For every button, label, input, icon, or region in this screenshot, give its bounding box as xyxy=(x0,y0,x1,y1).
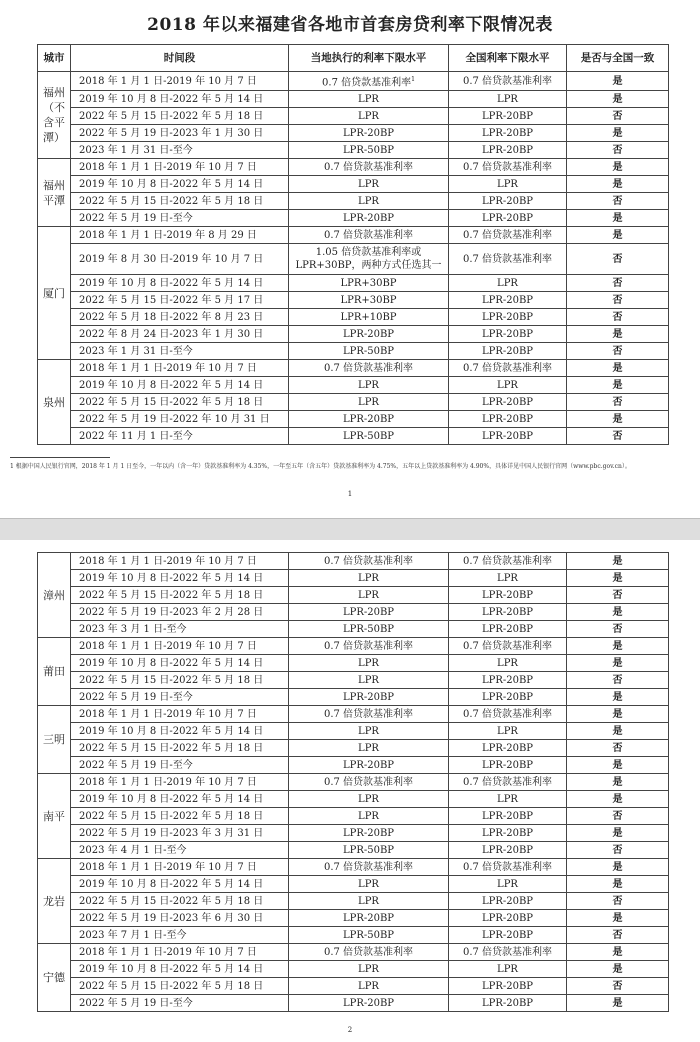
national-rate-cell: 0.7 倍贷款基准利率 xyxy=(449,859,567,876)
consistency-cell: 否 xyxy=(567,808,669,825)
consistency-cell: 是 xyxy=(567,553,669,570)
national-rate-cell: 0.7 倍贷款基准利率 xyxy=(449,706,567,723)
national-rate-cell: LPR xyxy=(449,91,567,108)
table-row xyxy=(38,343,669,360)
period-cell: 2019 年 10 月 8 日-2022 年 5 月 14 日 xyxy=(71,570,289,587)
national-rate-cell: LPR xyxy=(449,176,567,193)
period-cell: 2022 年 11 月 1 日-至今 xyxy=(71,428,289,445)
consistency-cell: 是 xyxy=(567,825,669,842)
local-rate-cell: LPR xyxy=(289,808,449,825)
period-cell: 2018 年 1 月 1 日-2019 年 10 月 7 日 xyxy=(71,706,289,723)
local-rate-cell: LPR xyxy=(289,377,449,394)
table-row xyxy=(38,210,669,227)
local-rate-cell: LPR-20BP xyxy=(289,326,449,343)
consistency-cell: 是 xyxy=(567,604,669,621)
rate-table-page-1 xyxy=(37,44,669,445)
period-cell: 2018 年 1 月 1 日-2019 年 8 月 29 日 xyxy=(71,227,289,244)
national-rate-cell: 0.7 倍贷款基准利率 xyxy=(449,72,567,91)
national-rate-cell: LPR-20BP xyxy=(449,808,567,825)
table-row xyxy=(38,176,669,193)
rate-table-page-2 xyxy=(37,552,669,1012)
national-rate-cell: LPR-20BP xyxy=(449,309,567,326)
local-rate-cell: LPR-20BP xyxy=(289,604,449,621)
city-cell: 厦门 xyxy=(38,227,71,360)
consistency-cell: 是 xyxy=(567,91,669,108)
national-rate-cell: 0.7 倍贷款基准利率 xyxy=(449,227,567,244)
table-row xyxy=(38,428,669,445)
local-rate-cell: LPR xyxy=(289,893,449,910)
city-cell: 三明 xyxy=(38,706,71,774)
city-cell: 福州平潭 xyxy=(38,159,71,227)
local-rate-cell: LPR xyxy=(289,193,449,210)
period-cell: 2022 年 5 月 19 日-至今 xyxy=(71,757,289,774)
period-cell: 2022 年 5 月 15 日-2022 年 5 月 18 日 xyxy=(71,394,289,411)
national-rate-cell: LPR-20BP xyxy=(449,193,567,210)
table-row xyxy=(38,774,669,791)
table-row xyxy=(38,638,669,655)
table-row xyxy=(38,740,669,757)
city-cell: 南平 xyxy=(38,774,71,859)
national-rate-cell: LPR xyxy=(449,791,567,808)
national-rate-cell: LPR-20BP xyxy=(449,343,567,360)
period-cell: 2018 年 1 月 1 日-2019 年 10 月 7 日 xyxy=(71,72,289,91)
national-rate-cell: LPR-20BP xyxy=(449,910,567,927)
table-row xyxy=(38,553,669,570)
period-cell: 2022 年 5 月 19 日-2023 年 6 月 30 日 xyxy=(71,910,289,927)
national-rate-cell: LPR-20BP xyxy=(449,428,567,445)
local-rate-cell: LPR-20BP xyxy=(289,995,449,1012)
table-row xyxy=(38,621,669,638)
table-row xyxy=(38,893,669,910)
national-rate-cell: 0.7 倍贷款基准利率 xyxy=(449,944,567,961)
consistency-cell: 是 xyxy=(567,995,669,1012)
consistency-cell: 是 xyxy=(567,210,669,227)
table-row xyxy=(38,944,669,961)
table-body-page-2 xyxy=(38,553,669,1012)
local-rate-cell: LPR xyxy=(289,723,449,740)
consistency-cell: 是 xyxy=(567,176,669,193)
local-rate-cell: LPR-20BP xyxy=(289,825,449,842)
national-rate-cell: 0.7 倍贷款基准利率 xyxy=(449,159,567,176)
consistency-cell: 否 xyxy=(567,740,669,757)
header-consistent: 是否与全国一致 xyxy=(567,45,669,72)
period-cell: 2023 年 4 月 1 日-至今 xyxy=(71,842,289,859)
local-rate-cell: LPR xyxy=(289,176,449,193)
table-row xyxy=(38,292,669,309)
period-cell: 2019 年 10 月 8 日-2022 年 5 月 14 日 xyxy=(71,655,289,672)
consistency-cell: 是 xyxy=(567,227,669,244)
national-rate-cell: LPR-20BP xyxy=(449,142,567,159)
consistency-cell: 否 xyxy=(567,343,669,360)
table-row xyxy=(38,411,669,428)
page-separator xyxy=(0,518,700,542)
period-cell: 2022 年 5 月 15 日-2022 年 5 月 18 日 xyxy=(71,978,289,995)
national-rate-cell: LPR-20BP xyxy=(449,411,567,428)
table-row xyxy=(38,193,669,210)
table-row xyxy=(38,91,669,108)
national-rate-cell: LPR xyxy=(449,723,567,740)
consistency-cell: 是 xyxy=(567,411,669,428)
local-rate-cell: 0.7 倍贷款基准利率 xyxy=(289,638,449,655)
period-cell: 2019 年 10 月 8 日-2022 年 5 月 14 日 xyxy=(71,176,289,193)
local-rate-cell: LPR xyxy=(289,978,449,995)
national-rate-cell: 0.7 倍贷款基准利率 xyxy=(449,774,567,791)
consistency-cell: 是 xyxy=(567,570,669,587)
local-rate-cell: 1.05 倍贷款基准利率或 LPR+30BP，两种方式任选其一 xyxy=(289,244,449,275)
period-cell: 2023 年 3 月 1 日-至今 xyxy=(71,621,289,638)
national-rate-cell: LPR xyxy=(449,961,567,978)
table-body-page-1 xyxy=(38,72,669,445)
period-cell: 2019 年 10 月 8 日-2022 年 5 月 14 日 xyxy=(71,91,289,108)
city-cell: 泉州 xyxy=(38,360,71,445)
national-rate-cell: LPR-20BP xyxy=(449,757,567,774)
local-rate-cell: 0.7 倍贷款基准利率 xyxy=(289,774,449,791)
national-rate-cell: LPR-20BP xyxy=(449,978,567,995)
period-cell: 2019 年 8 月 30 日-2019 年 10 月 7 日 xyxy=(71,244,289,275)
national-rate-cell: LPR-20BP xyxy=(449,210,567,227)
local-rate-cell: LPR-20BP xyxy=(289,125,449,142)
period-cell: 2022 年 5 月 19 日-至今 xyxy=(71,995,289,1012)
table-row xyxy=(38,842,669,859)
local-rate-cell: LPR-20BP xyxy=(289,757,449,774)
national-rate-cell: LPR-20BP xyxy=(449,621,567,638)
consistency-cell: 是 xyxy=(567,706,669,723)
period-cell: 2023 年 1 月 31 日-至今 xyxy=(71,142,289,159)
table-row xyxy=(38,723,669,740)
table-row xyxy=(38,604,669,621)
table-row xyxy=(38,309,669,326)
consistency-cell: 否 xyxy=(567,292,669,309)
table-row xyxy=(38,791,669,808)
table-row xyxy=(38,757,669,774)
national-rate-cell: LPR xyxy=(449,377,567,394)
local-rate-cell: LPR+10BP xyxy=(289,309,449,326)
table-row xyxy=(38,672,669,689)
table-row xyxy=(38,125,669,142)
header-national-rate: 全国利率下限水平 xyxy=(449,45,567,72)
local-rate-cell: 0.7 倍贷款基准利率 xyxy=(289,553,449,570)
national-rate-cell: LPR-20BP xyxy=(449,825,567,842)
national-rate-cell: LPR xyxy=(449,655,567,672)
table-row xyxy=(38,706,669,723)
table-row xyxy=(38,142,669,159)
consistency-cell: 否 xyxy=(567,587,669,604)
consistency-cell: 是 xyxy=(567,159,669,176)
local-rate-cell: LPR+30BP xyxy=(289,275,449,292)
national-rate-cell: LPR xyxy=(449,275,567,292)
consistency-cell: 是 xyxy=(567,655,669,672)
local-rate-cell: LPR xyxy=(289,672,449,689)
consistency-cell: 是 xyxy=(567,689,669,706)
consistency-cell: 否 xyxy=(567,394,669,411)
local-rate-cell: LPR-50BP xyxy=(289,428,449,445)
local-rate-cell: 0.7 倍贷款基准利率 xyxy=(289,227,449,244)
table-row xyxy=(38,72,669,91)
period-cell: 2018 年 1 月 1 日-2019 年 10 月 7 日 xyxy=(71,774,289,791)
national-rate-cell: LPR-20BP xyxy=(449,326,567,343)
consistency-cell: 是 xyxy=(567,944,669,961)
local-rate-cell: LPR xyxy=(289,570,449,587)
table-row xyxy=(38,910,669,927)
local-rate-cell: LPR xyxy=(289,108,449,125)
table-row xyxy=(38,825,669,842)
document-title: 2018 年以来福建省各地市首套房贷利率下限情况表 xyxy=(147,15,553,35)
period-cell: 2023 年 7 月 1 日-至今 xyxy=(71,927,289,944)
table-row xyxy=(38,108,669,125)
table-row xyxy=(38,244,669,275)
table-row xyxy=(38,587,669,604)
national-rate-cell: LPR-20BP xyxy=(449,292,567,309)
local-rate-cell: LPR xyxy=(289,655,449,672)
table-row xyxy=(38,159,669,176)
local-rate-cell xyxy=(289,72,449,91)
local-rate-cell: LPR-20BP xyxy=(289,411,449,428)
period-cell: 2018 年 1 月 1 日-2019 年 10 月 7 日 xyxy=(71,553,289,570)
local-rate-cell: LPR-50BP xyxy=(289,927,449,944)
national-rate-cell: LPR-20BP xyxy=(449,842,567,859)
national-rate-cell: LPR-20BP xyxy=(449,995,567,1012)
table-row xyxy=(38,275,669,292)
table-row xyxy=(38,570,669,587)
table-row xyxy=(38,326,669,343)
consistency-cell: 是 xyxy=(567,72,669,91)
local-rate-cell: LPR-50BP xyxy=(289,842,449,859)
local-rate-text: 0.7 倍贷款基准利率 xyxy=(322,77,412,89)
period-cell: 2022 年 5 月 19 日-至今 xyxy=(71,210,289,227)
local-rate-cell: LPR xyxy=(289,740,449,757)
consistency-cell: 否 xyxy=(567,108,669,125)
national-rate-cell: 0.7 倍贷款基准利率 xyxy=(449,244,567,275)
consistency-cell: 是 xyxy=(567,638,669,655)
period-cell: 2022 年 5 月 19 日-至今 xyxy=(71,689,289,706)
consistency-cell: 否 xyxy=(567,309,669,326)
period-cell: 2018 年 1 月 1 日-2019 年 10 月 7 日 xyxy=(71,638,289,655)
period-cell: 2022 年 5 月 15 日-2022 年 5 月 18 日 xyxy=(71,193,289,210)
period-cell: 2022 年 5 月 15 日-2022 年 5 月 18 日 xyxy=(71,587,289,604)
period-cell: 2019 年 10 月 8 日-2022 年 5 月 14 日 xyxy=(71,876,289,893)
document-page-1 xyxy=(0,0,700,518)
consistency-cell: 否 xyxy=(567,428,669,445)
consistency-cell: 是 xyxy=(567,326,669,343)
consistency-cell: 是 xyxy=(567,757,669,774)
table-row xyxy=(38,978,669,995)
table-row xyxy=(38,394,669,411)
national-rate-cell: LPR-20BP xyxy=(449,672,567,689)
table-row xyxy=(38,927,669,944)
city-cell: 莆田 xyxy=(38,638,71,706)
city-cell: 龙岩 xyxy=(38,859,71,944)
document-page-2 xyxy=(0,540,700,1042)
local-rate-cell: LPR xyxy=(289,394,449,411)
footnote-divider xyxy=(10,457,110,458)
period-cell: 2019 年 10 月 8 日-2022 年 5 月 14 日 xyxy=(71,377,289,394)
consistency-cell: 否 xyxy=(567,842,669,859)
local-rate-cell: LPR xyxy=(289,961,449,978)
table-header-row xyxy=(38,45,669,72)
table-row xyxy=(38,876,669,893)
period-cell: 2022 年 5 月 15 日-2022 年 5 月 18 日 xyxy=(71,108,289,125)
national-rate-cell: LPR-20BP xyxy=(449,740,567,757)
city-cell: 福州（不含平潭） xyxy=(38,72,71,159)
consistency-cell: 否 xyxy=(567,893,669,910)
period-cell: 2022 年 5 月 15 日-2022 年 5 月 17 日 xyxy=(71,292,289,309)
local-rate-cell: 0.7 倍贷款基准利率 xyxy=(289,944,449,961)
consistency-cell: 否 xyxy=(567,621,669,638)
table-row xyxy=(38,808,669,825)
national-rate-cell: 0.7 倍贷款基准利率 xyxy=(449,360,567,377)
period-cell: 2019 年 10 月 8 日-2022 年 5 月 14 日 xyxy=(71,275,289,292)
consistency-cell: 是 xyxy=(567,360,669,377)
period-cell: 2022 年 5 月 15 日-2022 年 5 月 18 日 xyxy=(71,672,289,689)
consistency-cell: 否 xyxy=(567,275,669,292)
consistency-cell: 否 xyxy=(567,927,669,944)
local-rate-cell: LPR xyxy=(289,587,449,604)
table-row xyxy=(38,995,669,1012)
period-cell: 2022 年 5 月 19 日-2023 年 3 月 31 日 xyxy=(71,825,289,842)
period-cell: 2018 年 1 月 1 日-2019 年 10 月 7 日 xyxy=(71,360,289,377)
local-rate-cell: LPR-20BP xyxy=(289,689,449,706)
table-row xyxy=(38,377,669,394)
consistency-cell: 是 xyxy=(567,377,669,394)
local-rate-cell: 0.7 倍贷款基准利率 xyxy=(289,859,449,876)
header-city: 城市 xyxy=(38,45,71,72)
national-rate-cell: LPR-20BP xyxy=(449,689,567,706)
local-rate-cell: LPR xyxy=(289,876,449,893)
national-rate-cell: LPR-20BP xyxy=(449,125,567,142)
consistency-cell: 否 xyxy=(567,672,669,689)
consistency-cell: 否 xyxy=(567,142,669,159)
period-cell: 2022 年 5 月 18 日-2022 年 8 月 23 日 xyxy=(71,309,289,326)
period-cell: 2019 年 10 月 8 日-2022 年 5 月 14 日 xyxy=(71,791,289,808)
table-row xyxy=(38,227,669,244)
local-rate-cell: LPR-20BP xyxy=(289,910,449,927)
consistency-cell: 否 xyxy=(567,244,669,275)
city-cell: 宁德 xyxy=(38,944,71,1012)
national-rate-cell: LPR-20BP xyxy=(449,108,567,125)
table-row xyxy=(38,689,669,706)
national-rate-cell: LPR-20BP xyxy=(449,587,567,604)
table-row xyxy=(38,655,669,672)
local-rate-cell: 0.7 倍贷款基准利率 xyxy=(289,360,449,377)
footnote: 1 根据中国人民银行官网，2018 年 1 月 1 日至今，一年以内（含一年）贷款基准利率为 4.35%，一年至五年（含五年）贷款基准利率为 4.75%，五年以上贷款基准利率为 4.90%，具体详见中国人民银行官网（www.pbc.gov.cn）。 xyxy=(10,463,631,470)
national-rate-cell: LPR xyxy=(449,876,567,893)
table-row xyxy=(38,859,669,876)
local-rate-cell: LPR-50BP xyxy=(289,621,449,638)
consistency-cell: 是 xyxy=(567,723,669,740)
period-cell: 2022 年 5 月 15 日-2022 年 5 月 18 日 xyxy=(71,893,289,910)
footnote-marker: 1 xyxy=(411,76,415,83)
period-cell: 2018 年 1 月 1 日-2019 年 10 月 7 日 xyxy=(71,944,289,961)
national-rate-cell: LPR-20BP xyxy=(449,893,567,910)
period-cell: 2022 年 5 月 19 日-2022 年 10 月 31 日 xyxy=(71,411,289,428)
period-cell: 2023 年 1 月 31 日-至今 xyxy=(71,343,289,360)
period-cell: 2022 年 5 月 19 日-2023 年 1 月 30 日 xyxy=(71,125,289,142)
period-cell: 2022 年 5 月 15 日-2022 年 5 月 18 日 xyxy=(71,740,289,757)
national-rate-cell: LPR xyxy=(449,570,567,587)
period-cell: 2022 年 5 月 15 日-2022 年 5 月 18 日 xyxy=(71,808,289,825)
national-rate-cell: 0.7 倍贷款基准利率 xyxy=(449,553,567,570)
period-cell: 2022 年 8 月 24 日-2023 年 1 月 30 日 xyxy=(71,326,289,343)
consistency-cell: 否 xyxy=(567,193,669,210)
local-rate-cell: LPR+30BP xyxy=(289,292,449,309)
local-rate-cell: 0.7 倍贷款基准利率 xyxy=(289,159,449,176)
period-cell: 2019 年 10 月 8 日-2022 年 5 月 14 日 xyxy=(71,723,289,740)
local-rate-cell: 0.7 倍贷款基准利率 xyxy=(289,706,449,723)
local-rate-cell: LPR xyxy=(289,91,449,108)
local-rate-cell: LPR-50BP xyxy=(289,343,449,360)
consistency-cell: 是 xyxy=(567,859,669,876)
period-cell: 2019 年 10 月 8 日-2022 年 5 月 14 日 xyxy=(71,961,289,978)
national-rate-cell: 0.7 倍贷款基准利率 xyxy=(449,638,567,655)
national-rate-cell: LPR-20BP xyxy=(449,604,567,621)
table-row xyxy=(38,961,669,978)
local-rate-cell: LPR-20BP xyxy=(289,210,449,227)
national-rate-cell: LPR-20BP xyxy=(449,927,567,944)
table-row xyxy=(38,360,669,377)
consistency-cell: 是 xyxy=(567,961,669,978)
period-cell: 2018 年 1 月 1 日-2019 年 10 月 7 日 xyxy=(71,159,289,176)
header-period: 时间段 xyxy=(71,45,289,72)
consistency-cell: 是 xyxy=(567,876,669,893)
national-rate-cell: LPR-20BP xyxy=(449,394,567,411)
period-cell: 2022 年 5 月 19 日-2023 年 2 月 28 日 xyxy=(71,604,289,621)
period-cell: 2018 年 1 月 1 日-2019 年 10 月 7 日 xyxy=(71,859,289,876)
consistency-cell: 是 xyxy=(567,910,669,927)
local-rate-cell: LPR xyxy=(289,791,449,808)
page-number-2: 2 xyxy=(347,1026,353,1034)
page-number-1: 1 xyxy=(347,490,353,498)
consistency-cell: 否 xyxy=(567,978,669,995)
local-rate-cell: LPR-50BP xyxy=(289,142,449,159)
consistency-cell: 是 xyxy=(567,791,669,808)
consistency-cell: 是 xyxy=(567,125,669,142)
header-local-rate: 当地执行的利率下限水平 xyxy=(289,45,449,72)
city-cell: 漳州 xyxy=(38,553,71,638)
consistency-cell: 是 xyxy=(567,774,669,791)
